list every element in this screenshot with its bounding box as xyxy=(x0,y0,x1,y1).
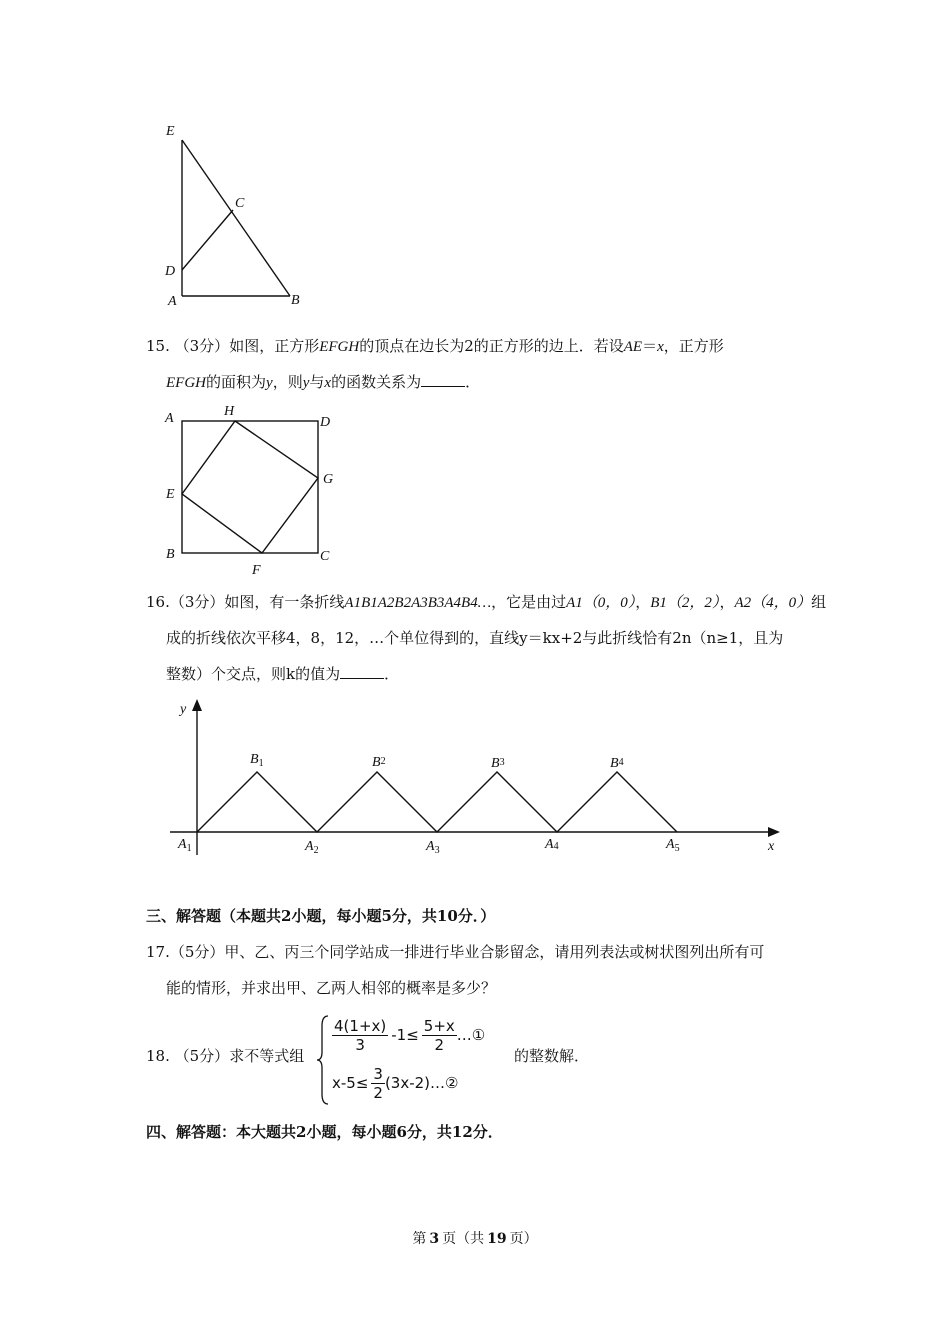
q18-number: 18. xyxy=(146,1047,170,1065)
q17-number: 17. xyxy=(146,943,170,961)
q18-brace xyxy=(316,1014,332,1106)
q15-efgh: EFGH xyxy=(166,375,206,391)
q18-ineq1-mid: -1≤ xyxy=(391,1026,419,1044)
q15-text: 与 xyxy=(309,373,325,391)
fig14-label-D: D xyxy=(165,264,176,279)
q18-prefix xyxy=(146,1046,304,1066)
footer-text: 页） xyxy=(509,1231,538,1247)
q16-text: ，它是由过 xyxy=(491,593,567,611)
fig15-label-E: E xyxy=(166,487,175,502)
q18-ineq2-left: x-5≤ xyxy=(332,1074,369,1092)
q18-ineq2-right: (3x-2)…② xyxy=(384,1074,459,1092)
fig14-label-A: A xyxy=(168,294,177,309)
fig16-label-B1: $B_1$ xyxy=(250,752,264,769)
fig15-outer-square xyxy=(182,421,318,553)
section3-title: 三、解答题（本题共2小题，每小题5分，共10分．） xyxy=(146,907,496,925)
page-footer xyxy=(0,1228,950,1248)
q15-text: ，正方形 xyxy=(663,337,724,355)
q16-polyline-name: A1B1A2B2A3B3A4B4… xyxy=(344,595,492,611)
q18-frac1 xyxy=(332,1017,388,1054)
fig16-label-A4: A4 xyxy=(545,837,559,852)
q18-suffix: 的整数解． xyxy=(514,1047,590,1065)
fig14-triangle xyxy=(160,118,320,313)
q17-line1 xyxy=(146,942,764,962)
fig15-label-F: F xyxy=(252,563,261,578)
q16-score: （3分） xyxy=(169,593,225,611)
q16-text: 如图，有一条折线 xyxy=(224,593,345,611)
fig15-label-G: G xyxy=(323,472,334,487)
fig14-line-EB xyxy=(182,140,290,296)
q16-point-b1: B1（2，2） xyxy=(650,595,720,611)
fig15-squares xyxy=(160,400,350,580)
fig14-label-E: E xyxy=(166,124,175,139)
fig15-label-H: H xyxy=(224,404,235,419)
q15-text: 的面积为 xyxy=(206,373,267,391)
fig16-label-A2: $A_2$ xyxy=(305,839,319,856)
q16-answer-blank[interactable] xyxy=(340,664,384,679)
q18-frac2-num: 5+x xyxy=(423,1016,455,1035)
q18-frac1-num: 4(1+x) xyxy=(334,1016,387,1035)
fig16-y-label: y xyxy=(180,702,187,717)
q17-text: 甲、乙、丙三个同学站成一排进行毕业合影留念，请用列表法或树状图列出所有可 xyxy=(224,943,765,961)
q18-frac3-num: 3 xyxy=(373,1064,383,1083)
q15-eq: ＝ xyxy=(642,337,658,355)
q16-line3 xyxy=(166,664,399,684)
q16-line2 xyxy=(166,628,783,648)
q18-frac3 xyxy=(371,1065,385,1102)
q15-score: （3分） xyxy=(174,337,230,355)
fig15-label-B: B xyxy=(166,547,175,562)
footer-page-number: 3 xyxy=(429,1231,440,1247)
fig16-y-arrow xyxy=(192,699,202,711)
q18-score: （5分） xyxy=(174,1047,230,1065)
fig14-line-DC xyxy=(182,210,233,270)
q17-score: （5分） xyxy=(169,943,225,961)
q18-ineq2 xyxy=(332,1062,458,1104)
footer-text: 页（共 xyxy=(442,1231,485,1247)
q16-text: 成的折线依次平移4，8，12，…个单位得到的，直线y＝kx+2与此折线恰有2n（n≥1，且为 xyxy=(166,629,784,647)
fig15-label-C: C xyxy=(320,549,330,564)
footer-text: 第 xyxy=(412,1231,427,1247)
q15-y: y xyxy=(302,375,310,391)
q15-text: 如图，正方形 xyxy=(229,337,320,355)
footer-total-pages: 19 xyxy=(487,1231,507,1247)
fig16-x-label: x xyxy=(768,839,775,854)
q18-frac2 xyxy=(422,1017,457,1054)
fig15-inner-square xyxy=(182,421,318,553)
q18-ineq1-tag: …① xyxy=(456,1026,486,1044)
q18-frac2-den: 2 xyxy=(434,1035,445,1054)
q15-x: x xyxy=(324,375,332,391)
fig16-label-A1: $A_1$ xyxy=(178,837,192,854)
q15-answer-blank[interactable] xyxy=(421,372,465,387)
q15-line1 xyxy=(146,336,724,357)
fig16-label-B3: B3 xyxy=(491,756,505,771)
fig15-label-D: D xyxy=(320,415,331,430)
q15-text: 的顶点在边长为2的正方形的边上．若设 xyxy=(359,337,624,355)
fig14-label-B: B xyxy=(291,293,300,308)
q18-text: 求不等式组 xyxy=(229,1047,305,1065)
q15-x: x xyxy=(657,339,664,355)
q18-frac3-den: 2 xyxy=(373,1083,383,1102)
q16-text: 整数）个交点，则k的值为 xyxy=(166,665,341,683)
q16-point-a1: A1（0，0） xyxy=(566,595,636,611)
q16-text: 组 xyxy=(811,593,827,611)
fig16-polyline xyxy=(197,772,677,832)
fig16-label-B4: B4 xyxy=(610,756,624,771)
q15-text: ，则 xyxy=(272,373,303,391)
q15-number: 15. xyxy=(146,337,170,355)
fig16-graph xyxy=(170,695,790,865)
q15-text: 的函数关系为 xyxy=(331,373,422,391)
q15-y: y xyxy=(266,375,273,391)
q15-line2 xyxy=(166,372,480,393)
q15-efgh: EFGH xyxy=(319,339,360,355)
fig15-label-A: A xyxy=(165,411,174,426)
fig16-label-B2: B2 xyxy=(372,755,386,770)
q18-frac1-den: 3 xyxy=(355,1035,365,1054)
q15-ae: AE xyxy=(623,339,643,355)
q15-end: ． xyxy=(465,373,481,391)
fig16-label-A3: $A_3$ xyxy=(426,839,440,856)
q17-line2: 能的情形，并求出甲、乙两人相邻的概率是多少？ xyxy=(166,979,497,997)
q16-end: ． xyxy=(384,665,400,683)
q16-line1: 16.（3分）如图，有一条折线A1B1A2B2A3B3A4B4…，它是由过A1（0，0），B1（2，2），A2（4，0）组 xyxy=(146,593,827,611)
fig16-label-A5: $A_5$ xyxy=(666,837,680,854)
q16-number: 16. xyxy=(146,593,170,611)
section4-title: 四、解答题：本大题共2小题，每小题6分，共12分． xyxy=(146,1123,503,1141)
q16-point-a2: A2（4，0） xyxy=(734,595,812,611)
fig16-x-arrow xyxy=(768,827,780,837)
fig14-label-C: C xyxy=(235,196,245,211)
q18-ineq1 xyxy=(332,1014,485,1056)
